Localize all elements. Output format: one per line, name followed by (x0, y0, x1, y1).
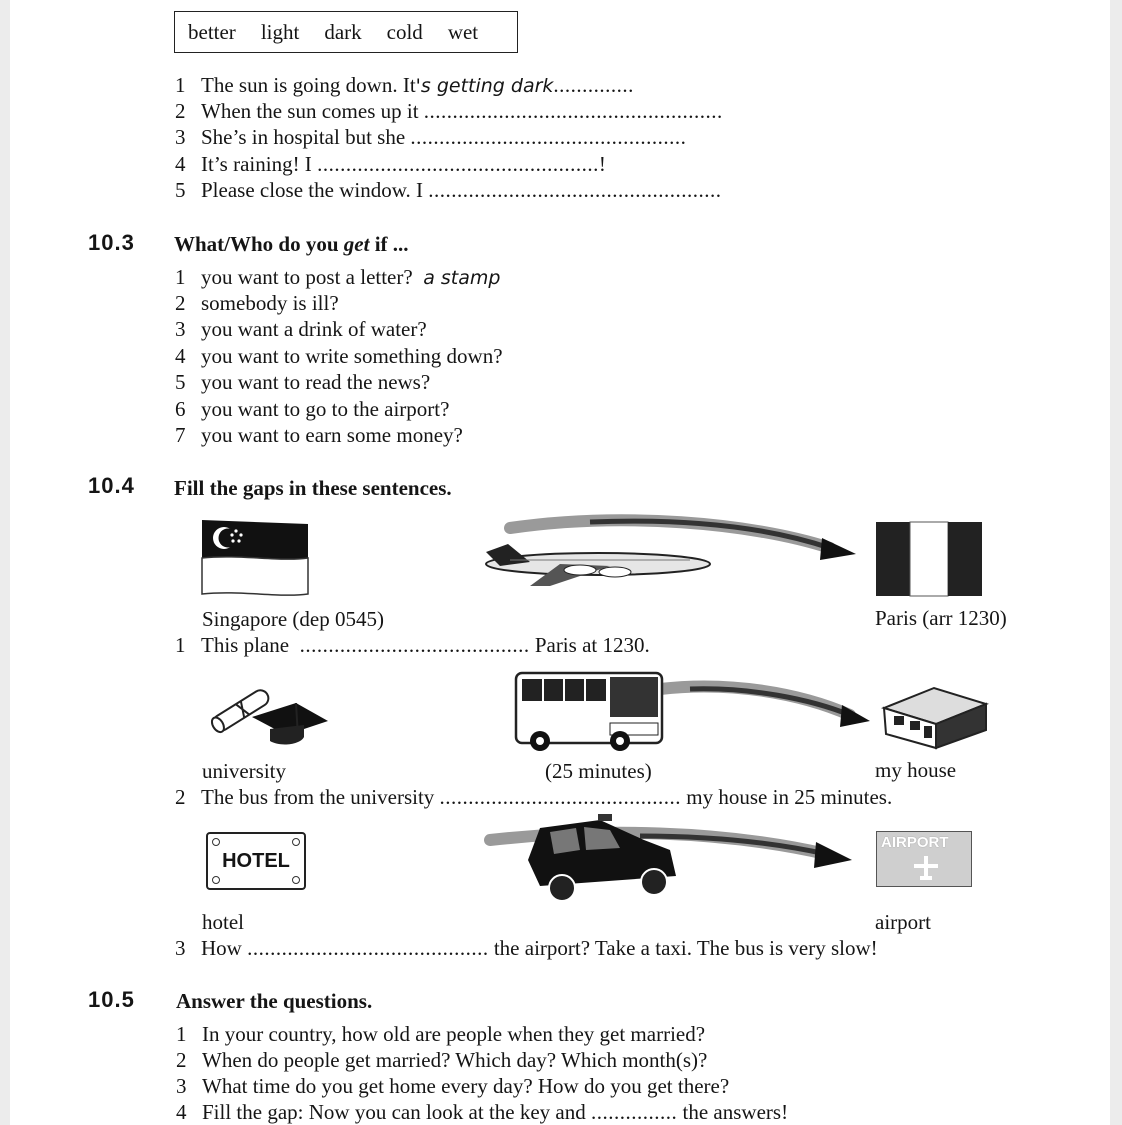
word-option: better (188, 19, 236, 44)
exercise-item: 1 you want to post a letter? a stamp (175, 265, 501, 289)
origin-label: university (202, 759, 286, 783)
taxi-arrow-icon (480, 810, 860, 906)
exercise-item: 1 In your country, how old are people when they get married? (176, 1022, 706, 1046)
singapore-flag-icon (200, 518, 312, 600)
word-box (174, 11, 518, 53)
exercise-item: 4 It’s raining! I .................................................! (175, 152, 606, 176)
answer-blank[interactable]: .......................................... (247, 936, 489, 960)
workbook-page (10, 0, 1110, 1125)
exercise-item: 6 you want to go to the airport? (175, 397, 450, 421)
answer-blank[interactable]: ................................................... (428, 178, 722, 202)
handwritten-answer: 's getting dark (415, 75, 554, 97)
exercise-heading: Answer the questions. (176, 989, 373, 1013)
exercise-item: 1 This plane ........................................ Paris at 1230. (175, 633, 650, 657)
exercise-item: 2 The bus from the university .......................................... my house in 25 minutes. (175, 785, 893, 809)
origin-label: Singapore (dep 0545) (202, 607, 384, 631)
word-option: dark (324, 19, 362, 44)
exercise-number: 10.5 (88, 987, 135, 1012)
exercise-item: 5 you want to read the news? (175, 370, 431, 394)
graduation-icon (200, 683, 328, 749)
exercise-item: 3 What time do you get home every day? How do you get there? (176, 1074, 730, 1098)
exercise-item: 3 you want a drink of water? (175, 317, 427, 341)
destination-label: airport (875, 910, 931, 934)
answer-blank[interactable]: .................................................... (423, 99, 723, 123)
exercise-item: 7 you want to earn some money? (175, 423, 463, 447)
destination-label: my house (875, 758, 957, 782)
answer-blank[interactable]: ................................................ (410, 125, 687, 149)
exercise-item: 1 The sun is going down. It's getting dark.............. (175, 73, 634, 97)
bus-arrow-icon (510, 667, 870, 757)
airplane-arrow-icon (470, 514, 860, 594)
answer-blank[interactable]: ........................................ (299, 633, 530, 657)
house-icon (880, 686, 990, 752)
exercise-heading: What/Who do you get if ... (174, 232, 409, 256)
exercise-heading: Fill the gaps in these sentences. (174, 476, 452, 500)
french-flag-icon (874, 520, 984, 600)
exercise-item: 5 Please close the window. I ................................................... (175, 178, 722, 202)
hotel-sign-text: HOTEL (222, 849, 290, 872)
answer-blank[interactable]: ................................................. (317, 152, 599, 176)
exercise-number: 10.4 (88, 473, 135, 498)
answer-blank[interactable]: .......................................... (439, 785, 682, 809)
exercise-item: 2 somebody is ill? (175, 291, 339, 315)
origin-label: hotel (202, 910, 244, 934)
hotel-sign-icon (206, 832, 306, 890)
answer-blank[interactable]: .............. (553, 73, 634, 97)
exercise-item: 4 you want to write something down? (175, 344, 503, 368)
airport-sign-icon (876, 831, 972, 887)
exercise-item: 4 Fill the gap: Now you can look at the key and ............... the answers! (176, 1100, 789, 1124)
exercise-number: 10.3 (88, 230, 135, 255)
airport-sign-text: AIRPORT (881, 834, 949, 851)
exercise-item: 3 She’s in hospital but she ................................................ (175, 125, 687, 149)
word-option: light (260, 19, 300, 44)
word-option: wet (447, 19, 479, 44)
handwritten-answer: a stamp (423, 267, 501, 289)
duration-label: (25 minutes) (545, 759, 652, 783)
destination-label: Paris (arr 1230) (875, 606, 1007, 630)
answer-blank[interactable]: ............... (591, 1100, 678, 1124)
exercise-item: 3 How .......................................... the airport? Take a taxi. The bus is very slow! (175, 936, 878, 960)
exercise-item: 2 When do people get married? Which day? Which month(s)? (176, 1048, 708, 1072)
plane-icon (911, 854, 941, 882)
exercise-item: 2 When the sun comes up it .................................................... (175, 99, 723, 123)
word-option: cold (386, 19, 423, 44)
